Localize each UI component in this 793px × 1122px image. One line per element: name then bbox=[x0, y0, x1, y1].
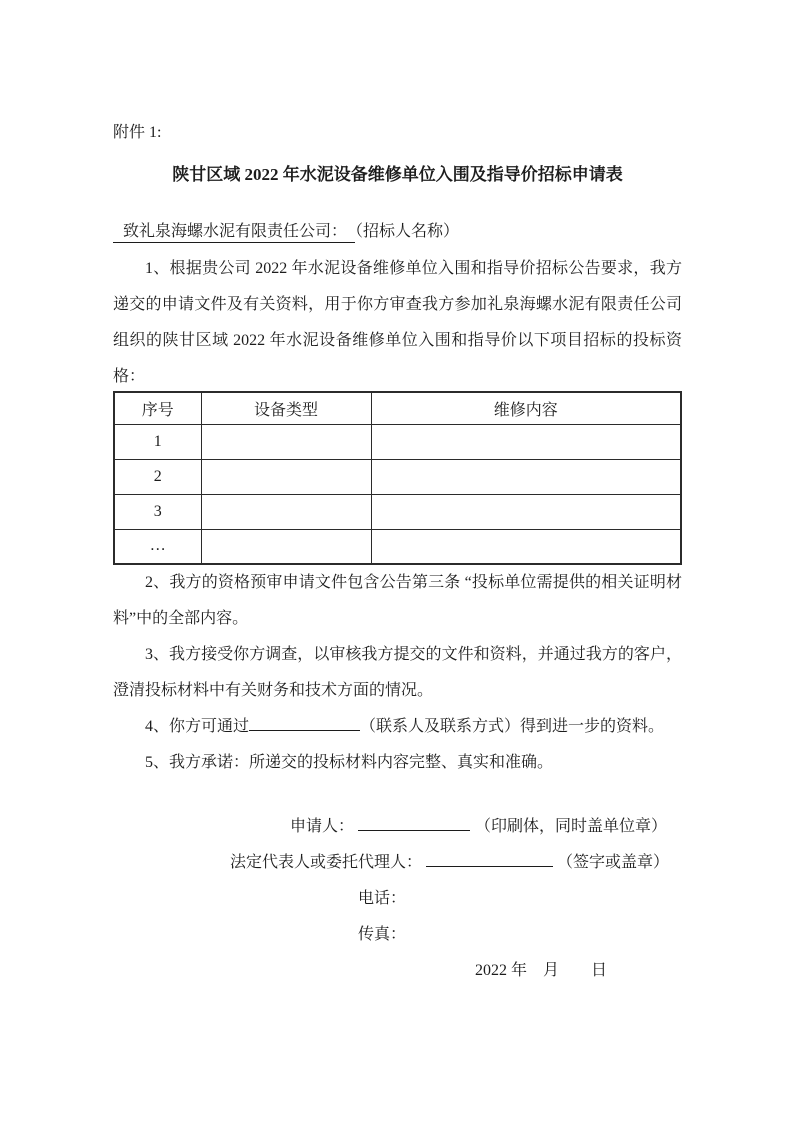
cell-seq: … bbox=[114, 529, 201, 564]
cell-seq: 3 bbox=[114, 494, 201, 529]
fax-line: 传真： bbox=[358, 926, 407, 943]
salutation-line bbox=[113, 216, 682, 248]
addressee-name: 致礼泉海螺水泥有限责任公司： bbox=[113, 223, 355, 243]
date-line: 2022 年 月 日 bbox=[475, 962, 608, 979]
cell-equipment-type bbox=[201, 424, 371, 459]
paragraph-5: 5、我方承诺：所递交的投标材料内容完整、真实和准确。 bbox=[145, 754, 554, 771]
applicant-label: 申请人： bbox=[290, 818, 355, 835]
col-header-seq: 序号 bbox=[114, 392, 201, 424]
cell-equipment-type bbox=[201, 459, 371, 494]
representative-label: 法定代表人或委托代理人： bbox=[230, 854, 423, 871]
table-header-row bbox=[114, 392, 681, 424]
paragraph-4-prefix: 4、你方可通过 bbox=[145, 718, 250, 735]
bid-items-table bbox=[113, 391, 682, 565]
applicant-blank-field bbox=[358, 816, 470, 831]
paragraph-2: 2、我方的资格预审申请文件包含公告第三条 “投标单位需提供的相关证明材料”中的全部内容。 bbox=[113, 574, 682, 627]
cell-repair-content bbox=[371, 494, 681, 529]
signature-block bbox=[113, 809, 682, 989]
col-header-repair-content: 维修内容 bbox=[371, 392, 681, 424]
cell-repair-content bbox=[371, 459, 681, 494]
table-row bbox=[114, 459, 681, 494]
representative-note: （签字或盖章） bbox=[557, 854, 670, 871]
table-row bbox=[114, 494, 681, 529]
addressee-note: （招标人名称） bbox=[355, 223, 460, 240]
table-row bbox=[114, 424, 681, 459]
paragraph-4-suffix: （联系人及联系方式）得到进一步的资料。 bbox=[360, 718, 665, 735]
paragraph-4 bbox=[113, 709, 682, 745]
applicant-line bbox=[113, 809, 682, 845]
applicant-note: （印刷体，同时盖单位章） bbox=[475, 818, 668, 835]
phone-line: 电话： bbox=[358, 890, 407, 907]
cell-seq: 1 bbox=[114, 424, 201, 459]
page-title: 陕甘区域 2022 年水泥设备维修单位入围及指导价招标申请表 bbox=[172, 165, 623, 184]
contact-blank-field bbox=[249, 716, 360, 731]
attachment-label: 附件 1: bbox=[113, 124, 162, 141]
cell-repair-content bbox=[371, 424, 681, 459]
paragraph-1: 1、根据贵公司 2022 年水泥设备维修单位入围和指导价招标公告要求，我方递交的申请文件及有关资料，用于你方审查我方参加礼泉海螺水泥有限责任公司组织的陕甘区域 2022 年水泥设备维修单位入围和指导价以下项目招标的投标资格： bbox=[113, 260, 682, 385]
table-row bbox=[114, 529, 681, 564]
document-content bbox=[113, 118, 682, 989]
paragraph-3: 3、我方接受你方调查，以审核我方提交的文件和资料，并通过我方的客户，澄清投标材料中有关财务和技术方面的情况。 bbox=[113, 646, 682, 699]
representative-line bbox=[113, 845, 682, 881]
col-header-equipment-type: 设备类型 bbox=[201, 392, 371, 424]
representative-blank-field bbox=[426, 852, 553, 867]
cell-equipment-type bbox=[201, 529, 371, 564]
cell-equipment-type bbox=[201, 494, 371, 529]
cell-seq: 2 bbox=[114, 459, 201, 494]
cell-repair-content bbox=[371, 529, 681, 564]
